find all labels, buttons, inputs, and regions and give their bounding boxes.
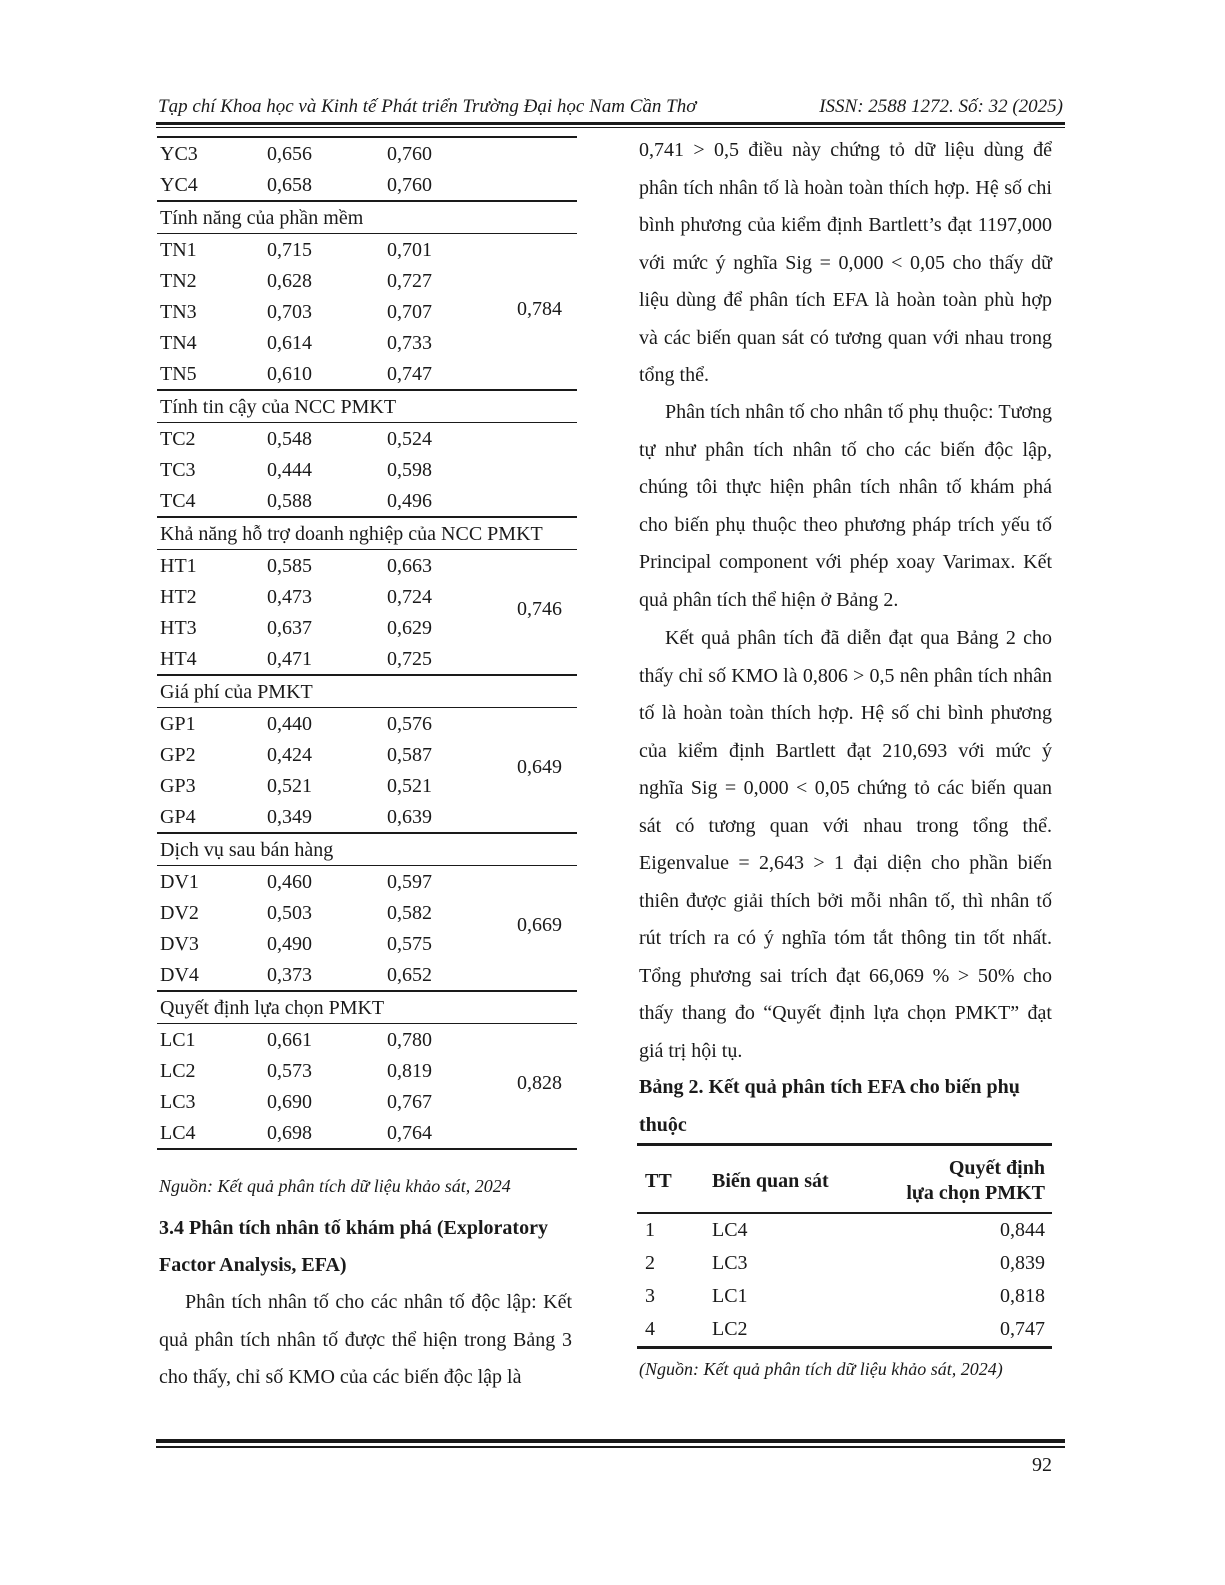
table2-source: (Nguồn: Kết quả phân tích dữ liệu khảo sát, 2024) [639, 1359, 1003, 1379]
variable-code: HT4 [160, 648, 197, 670]
variable-code: GP3 [160, 775, 196, 797]
corrected-item-total: 0,521 [267, 775, 312, 797]
paragraph-results: Kết quả phân tích đã diễn đạt qua Bảng 2 cho thấy chỉ số KMO là 0,806 > 0,5 nên phân tích nhân tố là hoàn toàn thích hợp. Hệ số chi bình phương của kiểm định Bartlett đạt 210,693 với mức ý nghĩa Sig = 0,000 < 0,05 chứng tỏ các biến quan sát có tương quan với nhau trong tổng thể. Eigenvalue = 2,643 > 1 đại diện cho phần biến thiên được giải thích bởi mỗi nhân tố, thì nhân tố rút trích ra có ý nghĩa tóm tắt thông tin tốt nhất. Tổng phương sai trích đạt 66,069 % > 50% cho thấy thang đo “Quyết định lựa chọn PMKT” đạt giá trị hội tụ. [639, 627, 1052, 1062]
group-title: Khả năng hỗ trợ doanh nghiệp của NCC PMKT [160, 523, 543, 545]
table-row [637, 1247, 1052, 1280]
col-tt: TT [645, 1170, 672, 1192]
corrected-item-total: 0,490 [267, 933, 312, 955]
table-row [157, 770, 577, 801]
table-row [157, 612, 577, 643]
row-number: 1 [645, 1219, 655, 1241]
table-row [157, 454, 577, 485]
row-number: 2 [645, 1252, 655, 1274]
variable-code: LC3 [712, 1252, 748, 1274]
corrected-item-total: 0,548 [267, 428, 312, 450]
group-title: Tính năng của phần mềm [160, 207, 364, 229]
variable-code: LC4 [160, 1122, 196, 1144]
table-row [157, 1086, 577, 1117]
alpha-if-deleted: 0,629 [387, 617, 432, 639]
section-heading: 3.4 Phân tích nhân tố khám phá (Exploratory Factor Analysis, EFA) [159, 1217, 548, 1276]
journal-title: Tạp chí Khoa học và Kinh tế Phát triển Trường Đại học Nam Cần Thơ [158, 96, 697, 117]
corrected-item-total: 0,473 [267, 586, 312, 608]
corrected-item-total: 0,471 [267, 648, 312, 670]
group-title: Giá phí của PMKT [160, 681, 313, 703]
alpha-if-deleted: 0,707 [387, 301, 432, 323]
variable-code: DV1 [160, 871, 199, 893]
alpha-if-deleted: 0,521 [387, 775, 432, 797]
corrected-item-total: 0,460 [267, 871, 312, 893]
corrected-item-total: 0,585 [267, 555, 312, 577]
variable-code: DV4 [160, 964, 199, 986]
variable-code: LC1 [712, 1285, 748, 1307]
factor-loading: 0,844 [1000, 1219, 1045, 1241]
paragraph-kmo-continued: 0,741 > 0,5 điều này chứng tỏ dữ liệu dùng để phân tích nhân tố là hoàn toàn thích hợp. Hệ số chi bình phương của kiểm định Bartlett’s đạt 1197,000 với mức ý nghĩa Sig = 0,000 < 0,05 cho thấy dữ liệu dùng để phân tích EFA là hoàn toàn phù hợp và các biến quan sát có tương quan với nhau trong tổng thể. [639, 139, 1052, 386]
alpha-if-deleted: 0,575 [387, 933, 432, 955]
cronbach-alpha: 0,746 [517, 598, 562, 620]
cronbach-alpha: 0,649 [517, 756, 562, 778]
corrected-item-total: 0,614 [267, 332, 312, 354]
paragraph-dependent-factor: Phân tích nhân tố cho nhân tố phụ thuộc: Tương tự như phân tích nhân tố cho các biến độc lập, chúng tôi thực hiện phân tích nhân tố khám phá cho biến phụ thuộc theo phương pháp trích yếu tố Principal component với phép xoay Varimax. Kết quả phân tích thể hiện ở Bảng 2. [639, 401, 1052, 611]
table-row [157, 327, 577, 358]
alpha-if-deleted: 0,597 [387, 871, 432, 893]
reliability-table [157, 136, 577, 1150]
alpha-if-deleted: 0,663 [387, 555, 432, 577]
table1-source: Nguồn: Kết quả phân tích dữ liệu khảo sát, 2024 [159, 1176, 511, 1196]
factor-loading: 0,839 [1000, 1252, 1045, 1274]
variable-code: TN3 [160, 301, 197, 323]
corrected-item-total: 0,444 [267, 459, 312, 481]
alpha-if-deleted: 0,582 [387, 902, 432, 924]
alpha-if-deleted: 0,701 [387, 239, 432, 261]
variable-code: LC4 [712, 1219, 748, 1241]
group-title-row [157, 990, 577, 1024]
alpha-if-deleted: 0,652 [387, 964, 432, 986]
table-row [157, 643, 577, 674]
header-rule-thin [156, 127, 1065, 128]
corrected-item-total: 0,628 [267, 270, 312, 292]
factor-loading: 0,818 [1000, 1285, 1045, 1307]
table-row [157, 897, 577, 928]
variable-code: TC3 [160, 459, 196, 481]
group-section [157, 234, 577, 389]
table-row [157, 866, 577, 897]
group-section [157, 708, 577, 832]
alpha-if-deleted: 0,780 [387, 1029, 432, 1051]
table2-caption: Bảng 2. Kết quả phân tích EFA cho biến phụ thuộc [639, 1076, 1020, 1136]
group-title: Quyết định lựa chọn PMKT [160, 997, 385, 1019]
corrected-item-total: 0,698 [267, 1122, 312, 1144]
alpha-if-deleted: 0,576 [387, 713, 432, 735]
alpha-if-deleted: 0,587 [387, 744, 432, 766]
alpha-if-deleted: 0,819 [387, 1060, 432, 1082]
variable-code: LC2 [712, 1318, 748, 1340]
corrected-item-total: 0,690 [267, 1091, 312, 1113]
variable-code: GP2 [160, 744, 196, 766]
variable-code: TN4 [160, 332, 197, 354]
corrected-item-total: 0,703 [267, 301, 312, 323]
variable-code: HT2 [160, 586, 197, 608]
group-title-row [157, 832, 577, 866]
table-row [157, 550, 577, 581]
alpha-if-deleted: 0,496 [387, 490, 432, 512]
alpha-if-deleted: 0,524 [387, 428, 432, 450]
corrected-item-total: 0,573 [267, 1060, 312, 1082]
variable-code: TN5 [160, 363, 197, 385]
table-row [157, 739, 577, 770]
variable-code: LC2 [160, 1060, 196, 1082]
table-row [157, 1117, 577, 1148]
alpha-if-deleted: 0,598 [387, 459, 432, 481]
variable-code: LC1 [160, 1029, 196, 1051]
table-row [157, 296, 577, 327]
col-decision: Quyết định lựa chọn PMKT [906, 1157, 1045, 1204]
variable-code: GP1 [160, 713, 196, 735]
corrected-item-total: 0,349 [267, 806, 312, 828]
variable-code: GP4 [160, 806, 196, 828]
row-number: 3 [645, 1285, 655, 1307]
table-row [157, 1055, 577, 1086]
alpha-if-deleted: 0,760 [387, 174, 432, 196]
variable-code: TC4 [160, 490, 196, 512]
corrected-item-total: 0,656 [267, 143, 312, 165]
table-row [157, 959, 577, 990]
table-row [157, 485, 577, 516]
table-row [157, 423, 577, 454]
table-row [157, 234, 577, 265]
group-section [157, 550, 577, 674]
col-variable: Biến quan sát [712, 1170, 829, 1192]
table-row [637, 1313, 1052, 1346]
table-row [637, 1280, 1052, 1313]
corrected-item-total: 0,637 [267, 617, 312, 639]
variable-code: YC3 [160, 143, 198, 165]
group-title-row [157, 389, 577, 423]
variable-code: YC4 [160, 174, 198, 196]
cronbach-alpha: 0,828 [517, 1072, 562, 1094]
variable-code: DV3 [160, 933, 199, 955]
running-header [158, 96, 1063, 122]
variable-code: HT3 [160, 617, 197, 639]
table-row [157, 138, 577, 169]
alpha-if-deleted: 0,733 [387, 332, 432, 354]
corrected-item-total: 0,610 [267, 363, 312, 385]
table-row [157, 265, 577, 296]
variable-code: TN1 [160, 239, 197, 261]
variable-code: TN2 [160, 270, 197, 292]
group-section [157, 866, 577, 990]
cronbach-alpha: 0,669 [517, 914, 562, 936]
alpha-if-deleted: 0,760 [387, 143, 432, 165]
alpha-if-deleted: 0,724 [387, 586, 432, 608]
factor-loading: 0,747 [1000, 1318, 1045, 1340]
corrected-item-total: 0,503 [267, 902, 312, 924]
alpha-if-deleted: 0,727 [387, 270, 432, 292]
alpha-if-deleted: 0,639 [387, 806, 432, 828]
cronbach-alpha: 0,784 [517, 297, 562, 320]
corrected-item-total: 0,658 [267, 174, 312, 196]
corrected-item-total: 0,424 [267, 744, 312, 766]
corrected-item-total: 0,373 [267, 964, 312, 986]
issn-issue: ISSN: 2588 1272. Số: 32 (2025) [819, 96, 1063, 117]
alpha-if-deleted: 0,725 [387, 648, 432, 670]
alpha-if-deleted: 0,767 [387, 1091, 432, 1113]
table-row [157, 581, 577, 612]
group-section [157, 423, 577, 516]
corrected-item-total: 0,661 [267, 1029, 312, 1051]
table-row [157, 708, 577, 739]
footer-rule-thin [156, 1446, 1065, 1448]
corrected-item-total: 0,715 [267, 239, 312, 261]
efa-dependent-table [637, 1143, 1052, 1349]
corrected-item-total: 0,588 [267, 490, 312, 512]
page-number: 92 [1032, 1454, 1052, 1476]
variable-code: LC3 [160, 1091, 196, 1113]
variable-code: DV2 [160, 902, 199, 924]
group-title: Tính tin cậy của NCC PMKT [160, 396, 397, 418]
alpha-if-deleted: 0,747 [387, 363, 432, 385]
table-row [157, 169, 577, 200]
paragraph-independent-factors: Phân tích nhân tố cho các nhân tố độc lập: Kết quả phân tích nhân tố được thể hiện trong Bảng 3 cho thấy, chỉ số KMO của các biến độc lập là [159, 1291, 572, 1388]
corrected-item-total: 0,440 [267, 713, 312, 735]
variable-code: HT1 [160, 555, 197, 577]
group-title-row [157, 200, 577, 234]
variable-code: TC2 [160, 428, 196, 450]
group-section [157, 1024, 577, 1150]
group-title-row [157, 674, 577, 708]
group-title: Dịch vụ sau bán hàng [160, 839, 334, 861]
table-row [157, 358, 577, 389]
alpha-if-deleted: 0,764 [387, 1122, 432, 1144]
table-row [157, 1024, 577, 1055]
table-row [157, 928, 577, 959]
group-title-row [157, 516, 577, 550]
table-row [637, 1214, 1052, 1247]
table2-header [637, 1146, 1052, 1214]
footer-rule-thick [156, 1439, 1065, 1443]
row-number: 4 [645, 1318, 655, 1340]
header-rule-thick [156, 122, 1065, 125]
table-row [157, 801, 577, 832]
